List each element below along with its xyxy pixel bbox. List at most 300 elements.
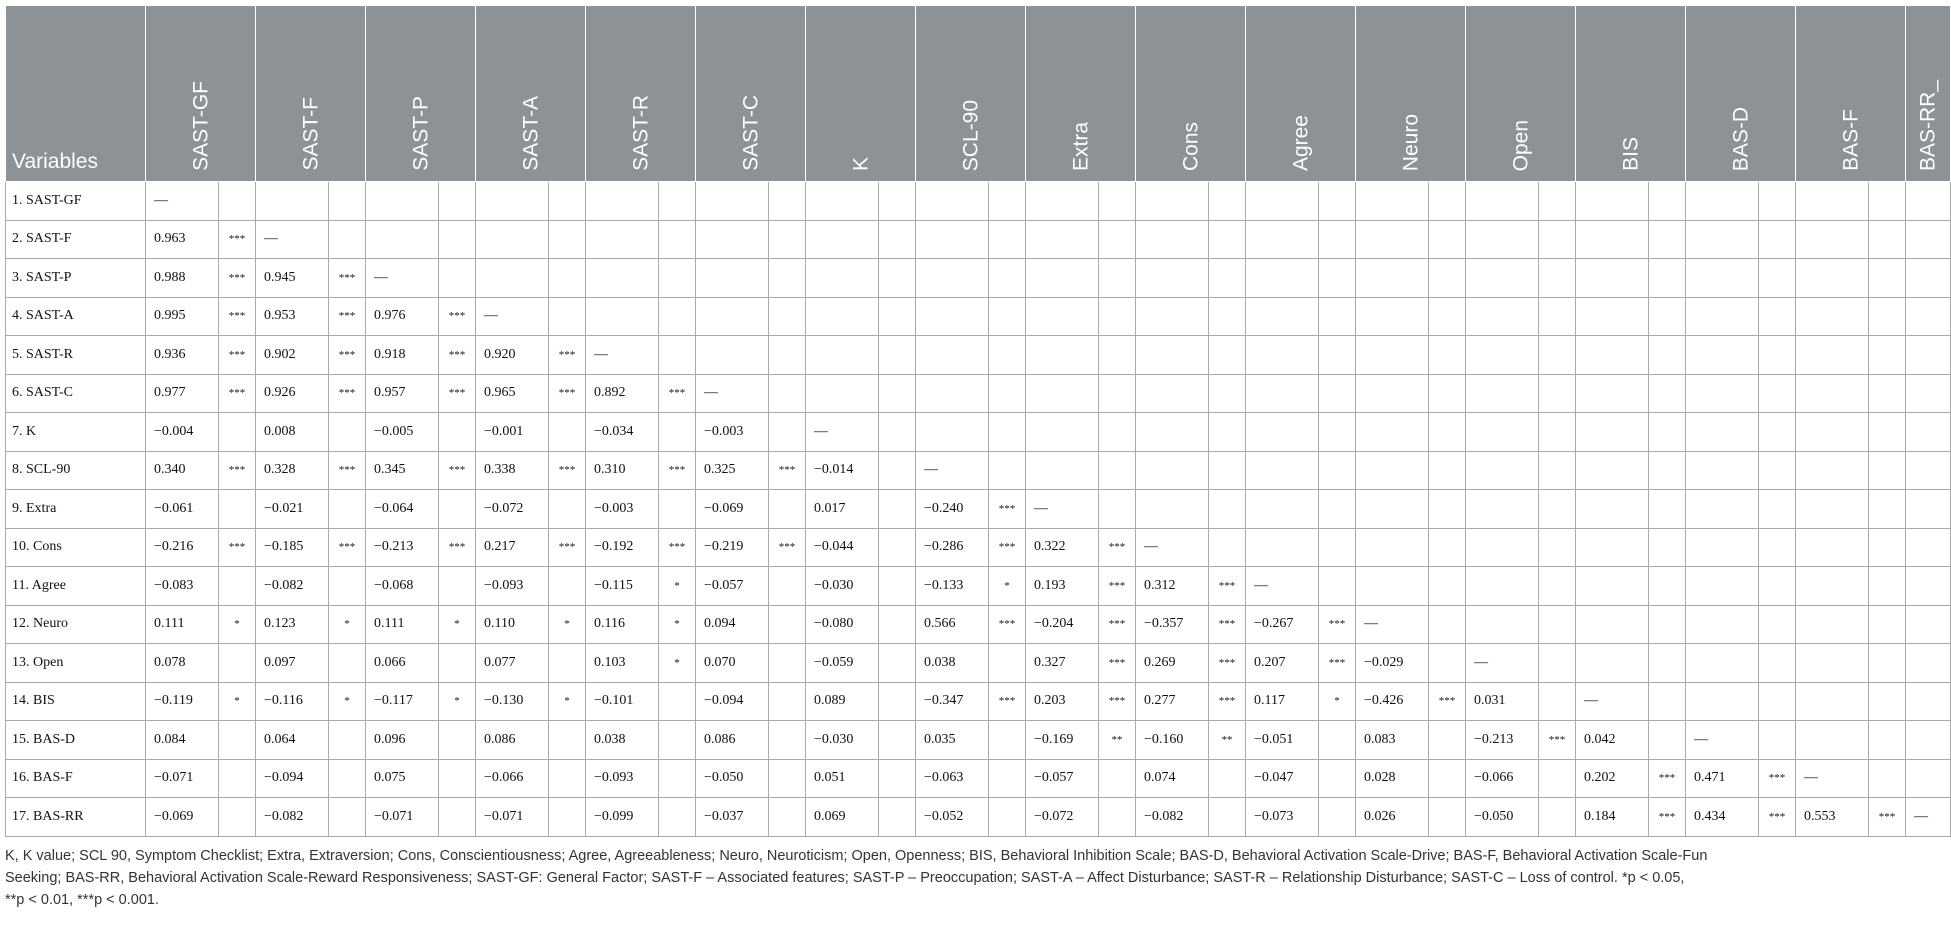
column-header-label: Cons bbox=[1179, 121, 1202, 171]
correlation-value: 0.217 bbox=[476, 528, 549, 567]
correlation-value bbox=[1356, 413, 1429, 452]
significance-marker: *** bbox=[549, 528, 586, 567]
correlation-value bbox=[1466, 182, 1539, 221]
significance-marker: *** bbox=[439, 297, 476, 336]
correlation-value bbox=[1686, 297, 1759, 336]
correlation-value bbox=[1906, 451, 1951, 490]
column-header bbox=[1466, 6, 1576, 182]
correlation-value bbox=[1356, 182, 1429, 221]
correlation-value bbox=[1686, 605, 1759, 644]
significance-marker bbox=[1539, 220, 1576, 259]
significance-marker bbox=[1319, 374, 1356, 413]
significance-marker bbox=[1209, 413, 1246, 452]
correlation-value bbox=[1906, 644, 1951, 683]
correlation-value: 0.094 bbox=[696, 605, 769, 644]
correlation-value bbox=[1576, 528, 1649, 567]
correlation-value bbox=[1796, 413, 1869, 452]
significance-marker bbox=[879, 490, 916, 529]
correlation-value: 0.075 bbox=[366, 759, 439, 798]
correlation-value bbox=[1246, 336, 1319, 375]
table-row bbox=[6, 220, 1951, 259]
significance-marker: *** bbox=[219, 220, 256, 259]
significance-marker bbox=[219, 182, 256, 221]
significance-marker bbox=[1209, 798, 1246, 837]
correlation-value: −0.072 bbox=[1026, 798, 1099, 837]
significance-marker bbox=[989, 644, 1026, 683]
column-header bbox=[1686, 6, 1796, 182]
correlation-value bbox=[1906, 220, 1951, 259]
correlation-value bbox=[1026, 182, 1099, 221]
table-row bbox=[6, 336, 1951, 375]
significance-marker: *** bbox=[219, 259, 256, 298]
significance-marker bbox=[1539, 490, 1576, 529]
significance-marker bbox=[1539, 374, 1576, 413]
correlation-value: −0.267 bbox=[1246, 605, 1319, 644]
significance-marker bbox=[549, 413, 586, 452]
correlation-value bbox=[1576, 182, 1649, 221]
significance-marker bbox=[989, 759, 1026, 798]
correlation-value: 0.070 bbox=[696, 644, 769, 683]
correlation-value bbox=[476, 182, 549, 221]
correlation-value: −0.347 bbox=[916, 682, 989, 721]
correlation-value bbox=[586, 259, 659, 298]
correlation-value: 0.051 bbox=[806, 759, 879, 798]
significance-marker bbox=[439, 182, 476, 221]
significance-marker bbox=[1209, 451, 1246, 490]
significance-marker bbox=[769, 490, 806, 529]
significance-marker bbox=[659, 182, 696, 221]
significance-marker bbox=[329, 759, 366, 798]
table-row bbox=[6, 413, 1951, 452]
significance-marker: *** bbox=[1099, 682, 1136, 721]
column-header bbox=[256, 6, 366, 182]
correlation-value: 0.203 bbox=[1026, 682, 1099, 721]
significance-marker: *** bbox=[1759, 798, 1796, 837]
correlation-value: 0.066 bbox=[366, 644, 439, 683]
correlation-value: −0.169 bbox=[1026, 721, 1099, 760]
significance-marker bbox=[879, 721, 916, 760]
significance-marker bbox=[329, 798, 366, 837]
row-label: 3. SAST-P bbox=[6, 259, 146, 298]
correlation-value bbox=[1576, 490, 1649, 529]
significance-marker bbox=[1869, 759, 1906, 798]
correlation-value bbox=[1136, 490, 1209, 529]
significance-marker: *** bbox=[769, 528, 806, 567]
correlation-value: 0.086 bbox=[476, 721, 549, 760]
correlation-value bbox=[1906, 297, 1951, 336]
significance-marker bbox=[219, 759, 256, 798]
correlation-value: 0.096 bbox=[366, 721, 439, 760]
significance-marker bbox=[989, 798, 1026, 837]
correlation-value bbox=[1906, 413, 1951, 452]
significance-marker bbox=[879, 182, 916, 221]
correlation-value: 0.038 bbox=[916, 644, 989, 683]
significance-marker bbox=[769, 374, 806, 413]
correlation-value: −0.044 bbox=[806, 528, 879, 567]
significance-marker: *** bbox=[769, 451, 806, 490]
significance-marker bbox=[1539, 567, 1576, 606]
correlation-value bbox=[1686, 259, 1759, 298]
table-row bbox=[6, 644, 1951, 683]
significance-marker: *** bbox=[439, 528, 476, 567]
correlation-value: 0.936 bbox=[146, 336, 219, 375]
correlation-value bbox=[476, 220, 549, 259]
significance-marker bbox=[439, 413, 476, 452]
correlation-value bbox=[1576, 220, 1649, 259]
correlation-value bbox=[806, 374, 879, 413]
correlation-value: −0.117 bbox=[366, 682, 439, 721]
correlation-value: 0.963 bbox=[146, 220, 219, 259]
significance-marker bbox=[1869, 374, 1906, 413]
significance-marker bbox=[1319, 490, 1356, 529]
table-row bbox=[6, 567, 1951, 606]
correlation-value: 0.064 bbox=[256, 721, 329, 760]
significance-marker bbox=[1099, 798, 1136, 837]
significance-marker bbox=[1759, 336, 1796, 375]
correlation-value: 0.035 bbox=[916, 721, 989, 760]
significance-marker bbox=[1759, 374, 1796, 413]
significance-marker bbox=[659, 682, 696, 721]
correlation-value: −0.068 bbox=[366, 567, 439, 606]
column-header-label: SAST-P bbox=[409, 96, 432, 171]
row-label: 16. BAS-F bbox=[6, 759, 146, 798]
significance-marker: *** bbox=[439, 336, 476, 375]
significance-marker bbox=[1869, 721, 1906, 760]
correlation-value: −0.014 bbox=[806, 451, 879, 490]
correlation-table-page bbox=[5, 5, 1940, 911]
correlation-value: 0.083 bbox=[1356, 721, 1429, 760]
significance-marker bbox=[1869, 413, 1906, 452]
significance-marker bbox=[1759, 182, 1796, 221]
correlation-value bbox=[1136, 297, 1209, 336]
table-row bbox=[6, 682, 1951, 721]
significance-marker bbox=[1429, 644, 1466, 683]
significance-marker bbox=[1759, 259, 1796, 298]
significance-marker bbox=[1099, 451, 1136, 490]
correlation-value: 0.471 bbox=[1686, 759, 1759, 798]
correlation-value bbox=[1466, 413, 1539, 452]
significance-marker bbox=[1319, 413, 1356, 452]
significance-marker: *** bbox=[439, 374, 476, 413]
correlation-value: 0.084 bbox=[146, 721, 219, 760]
significance-marker bbox=[1099, 297, 1136, 336]
table-row bbox=[6, 528, 1951, 567]
significance-marker bbox=[1429, 182, 1466, 221]
correlation-value bbox=[1796, 220, 1869, 259]
column-header-label: Open bbox=[1509, 119, 1532, 171]
correlation-value bbox=[1246, 182, 1319, 221]
significance-marker: *** bbox=[549, 374, 586, 413]
correlation-value bbox=[1466, 374, 1539, 413]
significance-marker: *** bbox=[1649, 759, 1686, 798]
table-row bbox=[6, 259, 1951, 298]
correlation-value bbox=[1246, 297, 1319, 336]
correlation-value bbox=[1026, 336, 1099, 375]
significance-marker: *** bbox=[1649, 798, 1686, 837]
significance-marker: *** bbox=[989, 682, 1026, 721]
significance-marker: * bbox=[439, 682, 476, 721]
correlation-value: −0.093 bbox=[476, 567, 549, 606]
correlation-value: −0.286 bbox=[916, 528, 989, 567]
significance-marker bbox=[1869, 336, 1906, 375]
correlation-value bbox=[806, 182, 879, 221]
significance-marker: * bbox=[549, 682, 586, 721]
column-header-label: SAST-C bbox=[739, 95, 762, 171]
correlation-value: 0.074 bbox=[1136, 759, 1209, 798]
correlation-value bbox=[476, 259, 549, 298]
significance-marker bbox=[1869, 182, 1906, 221]
correlation-value: −0.029 bbox=[1356, 644, 1429, 683]
correlation-value bbox=[1796, 451, 1869, 490]
correlation-value: 0.028 bbox=[1356, 759, 1429, 798]
significance-marker bbox=[1759, 644, 1796, 683]
row-label: 13. Open bbox=[6, 644, 146, 683]
significance-marker bbox=[1869, 682, 1906, 721]
significance-marker: *** bbox=[1209, 644, 1246, 683]
significance-marker bbox=[989, 182, 1026, 221]
significance-marker: *** bbox=[1209, 567, 1246, 606]
significance-marker bbox=[1869, 528, 1906, 567]
correlation-value: — bbox=[476, 297, 549, 336]
correlation-value: 0.089 bbox=[806, 682, 879, 721]
significance-marker bbox=[879, 759, 916, 798]
significance-marker bbox=[1649, 567, 1686, 606]
correlation-value bbox=[1686, 451, 1759, 490]
column-header-label: BAS-F bbox=[1839, 109, 1862, 171]
correlation-value bbox=[1576, 336, 1649, 375]
significance-marker: *** bbox=[989, 490, 1026, 529]
column-header-label: BIS bbox=[1619, 137, 1642, 171]
correlation-value: −0.071 bbox=[366, 798, 439, 837]
significance-marker: *** bbox=[1099, 567, 1136, 606]
correlation-value bbox=[806, 297, 879, 336]
significance-marker bbox=[1209, 759, 1246, 798]
table-row bbox=[6, 297, 1951, 336]
correlation-value bbox=[1356, 297, 1429, 336]
column-header-label: Neuro bbox=[1399, 113, 1422, 171]
significance-marker bbox=[549, 798, 586, 837]
significance-marker bbox=[1539, 451, 1576, 490]
correlation-value: — bbox=[366, 259, 439, 298]
significance-marker bbox=[989, 413, 1026, 452]
correlation-value: −0.066 bbox=[476, 759, 549, 798]
significance-marker: *** bbox=[1429, 682, 1466, 721]
significance-marker: * bbox=[549, 605, 586, 644]
significance-marker bbox=[329, 490, 366, 529]
significance-marker bbox=[1539, 297, 1576, 336]
correlation-value bbox=[1796, 490, 1869, 529]
significance-marker: *** bbox=[659, 374, 696, 413]
significance-marker bbox=[549, 490, 586, 529]
correlation-table bbox=[5, 5, 1951, 837]
correlation-value: −0.063 bbox=[916, 759, 989, 798]
significance-marker: *** bbox=[549, 336, 586, 375]
correlation-value bbox=[1796, 336, 1869, 375]
significance-marker: *** bbox=[219, 374, 256, 413]
correlation-value bbox=[1906, 336, 1951, 375]
significance-marker bbox=[1649, 528, 1686, 567]
correlation-value: — bbox=[806, 413, 879, 452]
correlation-value bbox=[1796, 374, 1869, 413]
significance-marker bbox=[1319, 220, 1356, 259]
significance-marker bbox=[1429, 220, 1466, 259]
correlation-value bbox=[1356, 336, 1429, 375]
significance-marker bbox=[1319, 528, 1356, 567]
significance-marker bbox=[879, 644, 916, 683]
correlation-value bbox=[1026, 220, 1099, 259]
correlation-value bbox=[1246, 374, 1319, 413]
correlation-value: 0.953 bbox=[256, 297, 329, 336]
row-label: 6. SAST-C bbox=[6, 374, 146, 413]
correlation-value bbox=[1466, 220, 1539, 259]
correlation-value: 0.103 bbox=[586, 644, 659, 683]
correlation-value: −0.099 bbox=[586, 798, 659, 837]
correlation-value bbox=[1466, 336, 1539, 375]
significance-marker bbox=[769, 798, 806, 837]
significance-marker bbox=[659, 259, 696, 298]
table-row bbox=[6, 490, 1951, 529]
footnote-line: K, K value; SCL 90, Symptom Checklist; Extra, Extraversion; Cons, Conscientiousness; Agree, Agreeableness; Neuro, Neuroticism; Open, Openness; BIS, Behavioral Inhibition Scale; BAS-D, Behavioral Activation Scale-Drive; BAS-F, Behavioral Activation Scale-Fun bbox=[5, 847, 1708, 864]
significance-marker bbox=[879, 528, 916, 567]
significance-marker bbox=[769, 413, 806, 452]
significance-marker: ** bbox=[1099, 721, 1136, 760]
significance-marker bbox=[659, 721, 696, 760]
significance-marker bbox=[1869, 220, 1906, 259]
correlation-value: 0.566 bbox=[916, 605, 989, 644]
correlation-value bbox=[1356, 528, 1429, 567]
column-header bbox=[1026, 6, 1136, 182]
correlation-value: −0.073 bbox=[1246, 798, 1319, 837]
correlation-value: 0.945 bbox=[256, 259, 329, 298]
significance-marker bbox=[549, 644, 586, 683]
significance-marker: *** bbox=[989, 528, 1026, 567]
significance-marker bbox=[1759, 528, 1796, 567]
correlation-value: −0.003 bbox=[696, 413, 769, 452]
correlation-value: 0.345 bbox=[366, 451, 439, 490]
correlation-value: −0.101 bbox=[586, 682, 659, 721]
correlation-value: −0.357 bbox=[1136, 605, 1209, 644]
significance-marker bbox=[879, 220, 916, 259]
correlation-value bbox=[1466, 451, 1539, 490]
significance-marker bbox=[1649, 259, 1686, 298]
correlation-value bbox=[1026, 259, 1099, 298]
significance-marker bbox=[769, 721, 806, 760]
significance-marker bbox=[659, 798, 696, 837]
significance-marker bbox=[989, 220, 1026, 259]
significance-marker bbox=[329, 644, 366, 683]
significance-marker bbox=[329, 220, 366, 259]
correlation-value bbox=[586, 220, 659, 259]
significance-marker: *** bbox=[329, 336, 366, 375]
significance-marker bbox=[1209, 490, 1246, 529]
significance-marker bbox=[329, 182, 366, 221]
correlation-value bbox=[1796, 721, 1869, 760]
significance-marker bbox=[879, 682, 916, 721]
significance-marker bbox=[879, 605, 916, 644]
significance-marker bbox=[769, 336, 806, 375]
significance-marker bbox=[1759, 413, 1796, 452]
significance-marker bbox=[1099, 413, 1136, 452]
correlation-value bbox=[1796, 297, 1869, 336]
significance-marker bbox=[1649, 220, 1686, 259]
correlation-value: −0.050 bbox=[1466, 798, 1539, 837]
significance-marker bbox=[1429, 798, 1466, 837]
correlation-value: 0.110 bbox=[476, 605, 549, 644]
correlation-value bbox=[916, 259, 989, 298]
footnote-line: Seeking; BAS-RR, Behavioral Activation Scale-Reward Responsiveness; SAST-GF: General Factor; SAST-F – Associated features; SAST-P – Preoccupation; SAST-A – Affect Disturbance; SAST-R – Relationship Disturbance; SAST-C – Loss of control. *p < 0.05, bbox=[5, 869, 1685, 886]
significance-marker bbox=[659, 413, 696, 452]
correlation-value: 0.328 bbox=[256, 451, 329, 490]
table-row bbox=[6, 182, 1951, 221]
significance-marker bbox=[1319, 182, 1356, 221]
significance-marker: * bbox=[659, 605, 696, 644]
correlation-value bbox=[916, 336, 989, 375]
significance-marker bbox=[219, 567, 256, 606]
table-row bbox=[6, 721, 1951, 760]
correlation-value: 0.207 bbox=[1246, 644, 1319, 683]
correlation-value: −0.034 bbox=[586, 413, 659, 452]
significance-marker: * bbox=[659, 644, 696, 683]
correlation-value bbox=[916, 182, 989, 221]
correlation-value: 0.097 bbox=[256, 644, 329, 683]
significance-marker bbox=[549, 297, 586, 336]
correlation-value: 0.553 bbox=[1796, 798, 1869, 837]
significance-marker bbox=[1429, 528, 1466, 567]
column-header bbox=[1906, 6, 1951, 182]
significance-marker: * bbox=[219, 605, 256, 644]
significance-marker bbox=[219, 413, 256, 452]
significance-marker bbox=[989, 336, 1026, 375]
column-header-label: SAST-GF bbox=[189, 81, 212, 171]
correlation-value: — bbox=[696, 374, 769, 413]
column-header bbox=[916, 6, 1026, 182]
significance-marker bbox=[659, 490, 696, 529]
significance-marker bbox=[1539, 759, 1576, 798]
row-label: 1. SAST-GF bbox=[6, 182, 146, 221]
significance-marker bbox=[1759, 297, 1796, 336]
significance-marker bbox=[1869, 605, 1906, 644]
correlation-value bbox=[1906, 759, 1951, 798]
significance-marker bbox=[1429, 374, 1466, 413]
significance-marker bbox=[1319, 336, 1356, 375]
correlation-value: −0.050 bbox=[696, 759, 769, 798]
significance-marker bbox=[1099, 490, 1136, 529]
correlation-value: −0.116 bbox=[256, 682, 329, 721]
significance-marker bbox=[1539, 605, 1576, 644]
significance-marker bbox=[1869, 644, 1906, 683]
significance-marker bbox=[989, 297, 1026, 336]
column-header-label: SAST-R bbox=[629, 95, 652, 171]
significance-marker bbox=[439, 759, 476, 798]
correlation-value bbox=[1136, 182, 1209, 221]
correlation-value: −0.001 bbox=[476, 413, 549, 452]
significance-marker bbox=[769, 567, 806, 606]
significance-marker bbox=[1649, 297, 1686, 336]
correlation-value: 0.042 bbox=[1576, 721, 1649, 760]
correlation-value: — bbox=[1026, 490, 1099, 529]
correlation-value: −0.052 bbox=[916, 798, 989, 837]
correlation-value bbox=[1246, 451, 1319, 490]
correlation-value bbox=[1356, 490, 1429, 529]
significance-marker: *** bbox=[1209, 682, 1246, 721]
correlation-value: −0.021 bbox=[256, 490, 329, 529]
correlation-value bbox=[916, 297, 989, 336]
correlation-value bbox=[696, 220, 769, 259]
correlation-value bbox=[1356, 451, 1429, 490]
correlation-value: −0.059 bbox=[806, 644, 879, 683]
correlation-value: 0.026 bbox=[1356, 798, 1429, 837]
column-header bbox=[1136, 6, 1246, 182]
